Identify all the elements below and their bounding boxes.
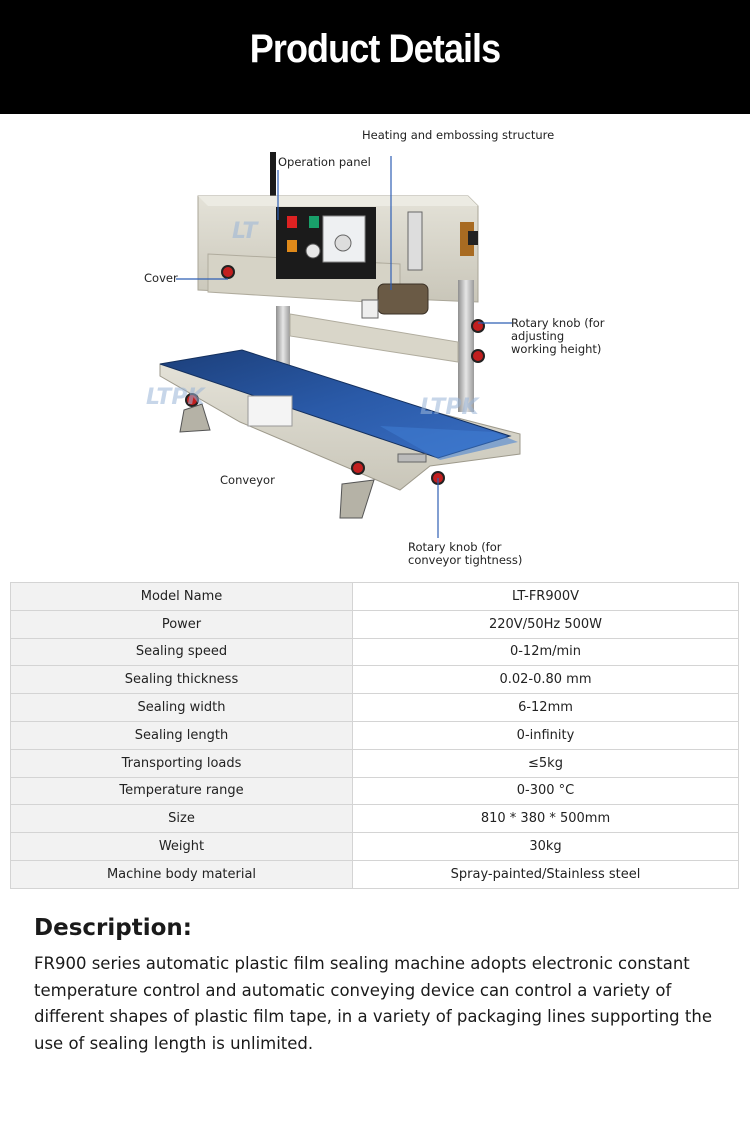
spec-value: Spray-painted/Stainless steel	[353, 860, 739, 888]
description-text: FR900 series automatic plastic film sealing machine adopts electronic constant temperature control and automatic conveying device can control a variety of different shapes of plastic film tape, in a variety of packaging lines supporting the use of sealing length is unlimited.	[34, 954, 712, 1053]
spec-label: Machine body material	[11, 860, 353, 888]
spec-value: 0-12m/min	[353, 638, 739, 666]
watermark-1: LT	[232, 219, 258, 244]
support-beam	[290, 314, 458, 362]
spec-label: Sealing speed	[11, 638, 353, 666]
table-row	[11, 638, 739, 666]
table-row	[11, 833, 739, 861]
table-row	[11, 805, 739, 833]
embossing-rollers	[378, 284, 428, 314]
spec-value: LT-FR900V	[353, 583, 739, 611]
foot-right	[340, 480, 374, 518]
vent	[408, 212, 422, 270]
switch-red	[287, 216, 297, 228]
spec-value: 6-12mm	[353, 694, 739, 722]
spec-label: Sealing width	[11, 694, 353, 722]
spec-value: 220V/50Hz 500W	[353, 610, 739, 638]
dial-knob	[306, 244, 320, 258]
callout-heating: Heating and embossing structure	[362, 128, 555, 142]
table-row	[11, 777, 739, 805]
table-row	[11, 610, 739, 638]
table-row	[11, 694, 739, 722]
spec-label: Model Name	[11, 583, 353, 611]
height-knob-1	[472, 320, 484, 332]
table-row	[11, 666, 739, 694]
table-row	[11, 860, 739, 888]
left-column	[276, 306, 290, 366]
spec-label: Size	[11, 805, 353, 833]
description-title: Description:	[34, 915, 192, 941]
watermark-3: LTPK	[420, 395, 479, 420]
header-banner	[0, 0, 750, 114]
callout-rotary-knob-height: Rotary knob (for adjusting working height)	[511, 316, 605, 356]
spec-label: Transporting loads	[11, 749, 353, 777]
table-row	[11, 721, 739, 749]
spec-label: Weight	[11, 833, 353, 861]
sealing-machine-image	[0, 114, 750, 574]
callout-rotary-knob-tightness: Rotary knob (for conveyor tightness)	[408, 540, 523, 567]
spec-table	[10, 582, 739, 889]
conveyor-knob-right	[352, 462, 364, 474]
table-row	[11, 749, 739, 777]
spec-value: 30kg	[353, 833, 739, 861]
right-column	[458, 280, 474, 412]
table-row	[11, 583, 739, 611]
spec-value: 0.02-0.80 mm	[353, 666, 739, 694]
spec-value: 0-infinity	[353, 721, 739, 749]
switch-orange	[287, 240, 297, 252]
spec-label: Temperature range	[11, 777, 353, 805]
nameplate	[248, 396, 292, 426]
height-knob-2	[472, 350, 484, 362]
switch-green	[309, 216, 319, 228]
spec-value: 0-300 °C	[353, 777, 739, 805]
spec-value: 810 * 380 * 500mm	[353, 805, 739, 833]
spec-label: Power	[11, 610, 353, 638]
antenna	[270, 152, 276, 198]
spec-value: ≤5kg	[353, 749, 739, 777]
callout-cover: Cover	[144, 271, 178, 285]
callout-operation-panel: Operation panel	[278, 155, 371, 169]
watermark-2: LTPK	[146, 385, 205, 410]
spec-label: Sealing length	[11, 721, 353, 749]
product-photo	[0, 114, 750, 574]
callout-conveyor: Conveyor	[220, 473, 275, 487]
spec-label: Sealing thickness	[11, 666, 353, 694]
page-title: Product Details	[249, 27, 501, 71]
cover-knob	[222, 266, 234, 278]
